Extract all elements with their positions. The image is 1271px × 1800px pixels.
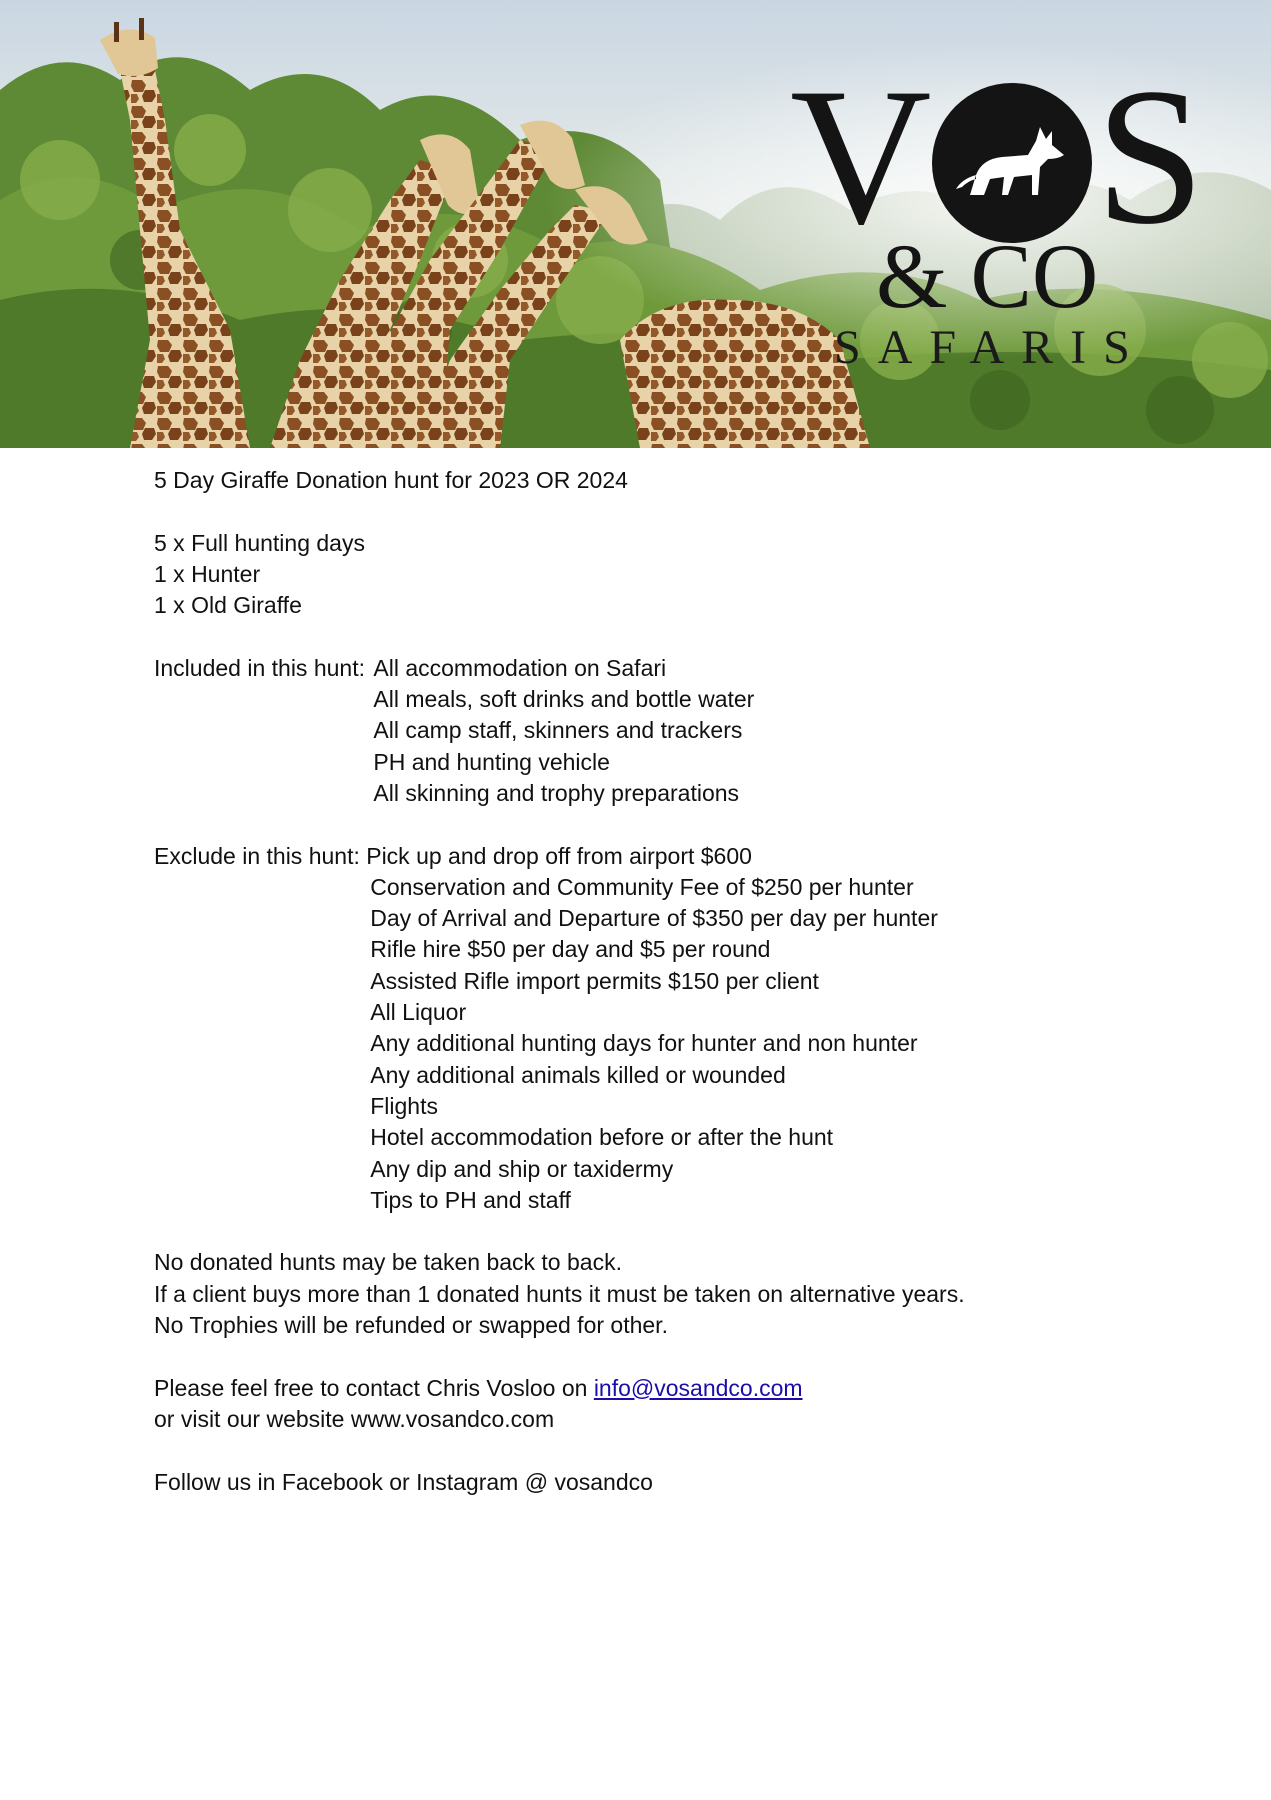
included-item: All skinning and trophy preparations <box>373 779 740 806</box>
social-line: Follow us in Facebook or Instagram @ vosandco <box>154 1468 653 1495</box>
excluded-item: Assisted Rifle import permits $150 per client <box>370 967 819 994</box>
terms-list <box>154 1247 1194 1341</box>
logo-subline: & CO <box>876 225 1099 327</box>
term-item: No Trophies will be refunded or swapped for other. <box>154 1312 668 1339</box>
logo-wordmark <box>790 48 1201 265</box>
term-item: If a client buys more than 1 donated hunts it must be taken on alternative years. <box>154 1280 965 1307</box>
excluded-item: Hotel accommodation before or after the hunt <box>370 1124 834 1151</box>
included-item: All accommodation on Safari <box>373 654 667 681</box>
included-item: All meals, soft drinks and bottle water <box>373 686 755 713</box>
included-item: All camp staff, skinners and trackers <box>373 717 743 744</box>
contact-section <box>154 1373 1194 1436</box>
package-item-giraffe: 1 x Old Giraffe <box>154 592 302 619</box>
excluded-item: Any additional animals killed or wounded <box>370 1061 786 1088</box>
package-list <box>154 528 1194 622</box>
package-item-days: 5 x Full hunting days <box>154 529 365 556</box>
contact-line <box>154 1373 1194 1404</box>
included-list <box>373 653 754 809</box>
logo-tagline: SAFARIS <box>834 321 1147 374</box>
jackal-icon <box>932 83 1092 243</box>
logo-letter-s: S <box>1095 48 1201 265</box>
vos-co-safaris-logo <box>790 48 1201 382</box>
document-body <box>154 465 1194 1498</box>
header-banner <box>0 0 1271 448</box>
logo-letter-v: V <box>790 48 928 265</box>
package-item-hunter: 1 x Hunter <box>154 560 261 587</box>
email-link[interactable]: info@vosandco.com <box>593 1374 803 1401</box>
website-line: or visit our website www.vosandco.com <box>154 1405 555 1432</box>
included-label: Included in this hunt: <box>154 654 372 681</box>
term-item: No donated hunts may be taken back to back. <box>154 1249 622 1276</box>
excluded-item: All Liquor <box>370 999 467 1026</box>
excluded-item: Any dip and ship or taxidermy <box>370 1155 674 1182</box>
excluded-item: Day of Arrival and Departure of $350 per day per hunter <box>370 905 938 932</box>
document-title: 5 Day Giraffe Donation hunt for 2023 OR 2024 <box>154 467 628 493</box>
excluded-label: Exclude in this hunt: <box>154 842 367 869</box>
included-item: PH and hunting vehicle <box>373 748 610 775</box>
excluded-list <box>366 841 938 1217</box>
excluded-item: Any additional hunting days for hunter and non hunter <box>370 1030 918 1057</box>
contact-prefix: Please feel free to contact Chris Vosloo on <box>154 1374 594 1401</box>
excluded-item: Rifle hire $50 per day and $5 per round <box>370 936 771 963</box>
excluded-item: Flights <box>370 1092 438 1119</box>
excluded-item: Tips to PH and staff <box>370 1186 571 1213</box>
excluded-section <box>154 841 1194 1217</box>
excluded-item: Conservation and Community Fee of $250 per hunter <box>370 873 914 900</box>
included-section <box>154 653 1194 809</box>
excluded-item: Pick up and drop off from airport $600 <box>366 842 752 869</box>
